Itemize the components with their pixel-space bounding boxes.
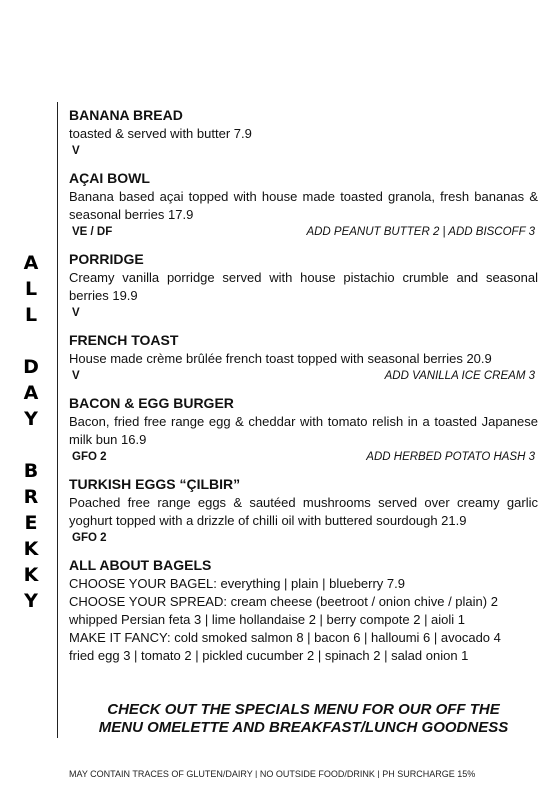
item-description: toasted & served with butter 7.9	[69, 126, 252, 141]
menu-item-turkish-eggs	[69, 475, 538, 547]
item-title: BACON & EGG BURGER	[69, 395, 234, 411]
addon-text: ADD VANILLA ICE CREAM 3	[384, 370, 535, 382]
side-letter: R	[23, 486, 39, 508]
item-title: BANANA BREAD	[69, 107, 183, 123]
specials-line: MENU OMELETTE AND BREAKFAST/LUNCH GOODNESS	[98, 719, 509, 736]
dietary-tag: VE / DF	[72, 226, 113, 238]
specials-line: CHECK OUT THE SPECIALS MENU FOR OUR OFF THE	[107, 701, 500, 718]
menu-item-porridge	[69, 250, 538, 322]
item-meta	[69, 530, 538, 547]
item-meta	[69, 449, 538, 466]
specials-callout	[69, 701, 538, 737]
side-letter: B	[23, 460, 39, 482]
side-letter: A	[23, 252, 39, 274]
item-meta	[69, 224, 538, 241]
side-letter: D	[23, 356, 39, 378]
side-letter: L	[24, 304, 38, 326]
vertical-divider	[57, 102, 58, 738]
item-meta	[69, 368, 538, 385]
side-letter	[14, 328, 48, 354]
dietary-tag: V	[72, 307, 80, 319]
item-description: Banana based açai topped with house made toasted granola, fresh bananas & seasonal berries 17.9	[69, 189, 538, 222]
menu-item-banana-bread	[69, 106, 538, 160]
item-description: Bacon, fried free range egg & cheddar with tomato relish in a toasted Japanese milk bun 16.9	[69, 414, 538, 447]
side-letter: K	[23, 538, 39, 560]
addon-text	[535, 143, 538, 160]
bagel-line: CHOOSE YOUR SPREAD: cream cheese (beetroot / onion chive / plain) 2	[69, 594, 498, 609]
item-title: PORRIDGE	[69, 251, 144, 267]
dietary-tag: GFO 2	[72, 532, 107, 544]
menu-item-bacon-egg-burger	[69, 394, 538, 466]
addon-text	[535, 530, 538, 547]
bagel-line: MAKE IT FANCY: cold smoked salmon 8 | bacon 6 | halloumi 6 | avocado 4	[69, 630, 501, 645]
side-letter: A	[23, 382, 39, 404]
side-letter	[14, 432, 48, 458]
footer-disclaimer: MAY CONTAIN TRACES OF GLUTEN/DAIRY | NO OUTSIDE FOOD/DRINK | PH SURCHARGE 15%	[69, 769, 476, 778]
side-letter: Y	[24, 408, 38, 430]
item-meta	[69, 305, 538, 322]
item-title: TURKISH EGGS “ÇILBIR”	[69, 476, 241, 492]
item-title: FRENCH TOAST	[69, 332, 179, 348]
menu-item-acai-bowl	[69, 169, 538, 241]
item-description: Poached free range eggs & sautéed mushrooms served over creamy garlic yoghurt topped with a drizzle of chilli oil with buttered sourdough 21.9	[69, 495, 538, 528]
item-meta	[69, 143, 538, 160]
bagel-line: fried egg 3 | tomato 2 | pickled cucumber 2 | spinach 2 | salad onion 1	[69, 648, 469, 663]
menu-item-french-toast	[69, 331, 538, 385]
side-title-all-day-brekky	[14, 250, 48, 614]
bagel-line: CHOOSE YOUR BAGEL: everything | plain | blueberry 7.9	[69, 576, 405, 591]
dietary-tag: V	[72, 145, 80, 157]
side-letter: Y	[24, 590, 38, 612]
item-description: Creamy vanilla porridge served with house pistachio crumble and seasonal berries 19.9	[69, 270, 538, 303]
addon-text	[535, 305, 538, 322]
menu-item-all-about-bagels	[69, 556, 538, 665]
addon-text: ADD HERBED POTATO HASH 3	[366, 451, 535, 463]
side-letter: K	[23, 564, 39, 586]
side-letter: L	[24, 278, 38, 300]
menu-content	[69, 106, 538, 665]
item-description: House made crème brûlée french toast topped with seasonal berries 20.9	[69, 351, 492, 366]
side-letter: E	[24, 512, 38, 534]
dietary-tag: V	[72, 370, 80, 382]
addon-text: ADD PEANUT BUTTER 2 | ADD BISCOFF 3	[306, 226, 535, 238]
item-title: ALL ABOUT BAGELS	[69, 557, 212, 573]
item-title: AÇAI BOWL	[69, 170, 150, 186]
dietary-tag: GFO 2	[72, 451, 107, 463]
bagel-line: whipped Persian feta 3 | lime hollandaise 2 | berry compote 2 | aioli 1	[69, 612, 466, 627]
